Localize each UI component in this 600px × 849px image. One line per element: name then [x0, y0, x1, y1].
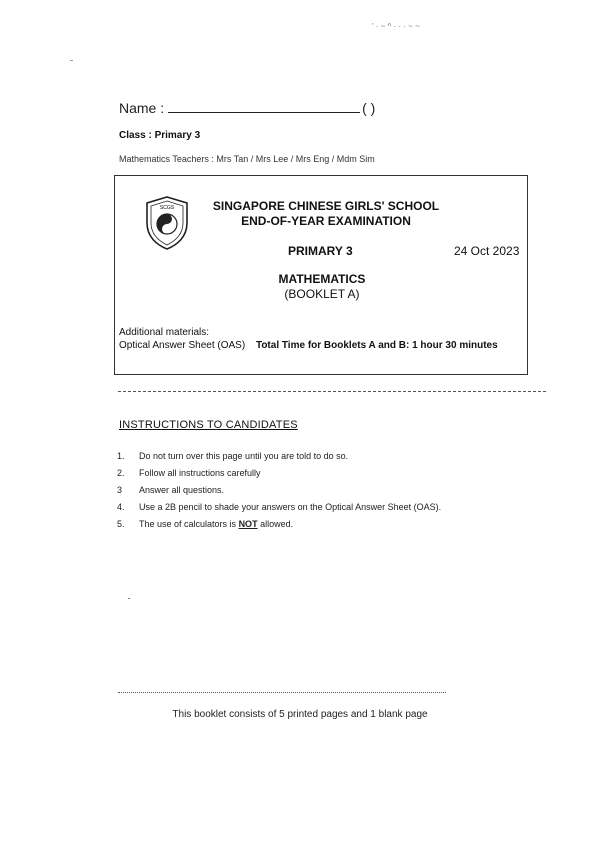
booklet-label: (BOOKLET A)	[284, 287, 360, 301]
name-blank[interactable]	[168, 100, 360, 113]
scan-marks: ' · ~ ^ · · · ~ ~	[372, 22, 420, 31]
instruction-item: 5. The use of calculators is NOT allowed.	[117, 519, 294, 529]
scan-speck	[128, 598, 130, 599]
footer-divider	[118, 692, 446, 693]
school-crest-icon	[141, 195, 193, 251]
name-line	[119, 100, 375, 116]
instructions-list	[117, 448, 441, 533]
page-footer: This booklet consists of 5 printed pages and 1 blank page	[172, 709, 428, 720]
exam-date: 24 Oct 2023	[454, 244, 520, 258]
additional-materials	[119, 326, 498, 352]
instruction-item: 2. Follow all instructions carefully	[117, 468, 261, 478]
instruction-item: 1. Do not turn over this page until you are told to do so.	[117, 451, 349, 461]
not-emphasis: NOT	[238, 519, 258, 529]
subject-title: MATHEMATICS	[278, 272, 366, 286]
index-paren: ( )	[362, 100, 376, 116]
exam-name: END-OF-YEAR EXAMINATION	[241, 214, 411, 228]
instructions-title: INSTRUCTIONS TO CANDIDATES	[119, 419, 298, 431]
divider-line	[118, 391, 546, 392]
subject-block	[262, 272, 382, 302]
school-name-line1: SINGAPORE CHINESE GIRLS' SCHOOL	[212, 199, 440, 213]
level-label: PRIMARY 3	[288, 244, 353, 258]
name-label: Name :	[119, 100, 165, 116]
additional-materials-label: Additional materials:	[119, 327, 210, 338]
oas-label: Optical Answer Sheet (OAS)	[119, 340, 246, 351]
teachers-line: Mathematics Teachers : Mrs Tan / Mrs Lee / Mrs Eng / Mdm Sim	[119, 154, 375, 164]
instruction-item: 4. Use a 2B pencil to shade your answers on the Optical Answer Sheet (OAS).	[117, 502, 442, 512]
class-label: Class : Primary 3	[119, 130, 201, 141]
school-name	[206, 199, 446, 229]
crest-text: SCGS	[159, 205, 175, 211]
scan-speck	[70, 60, 73, 61]
instruction-item: 3 Answer all questions.	[117, 485, 225, 495]
total-time: Total Time for Booklets A and B: 1 hour 30 minutes	[255, 340, 498, 351]
